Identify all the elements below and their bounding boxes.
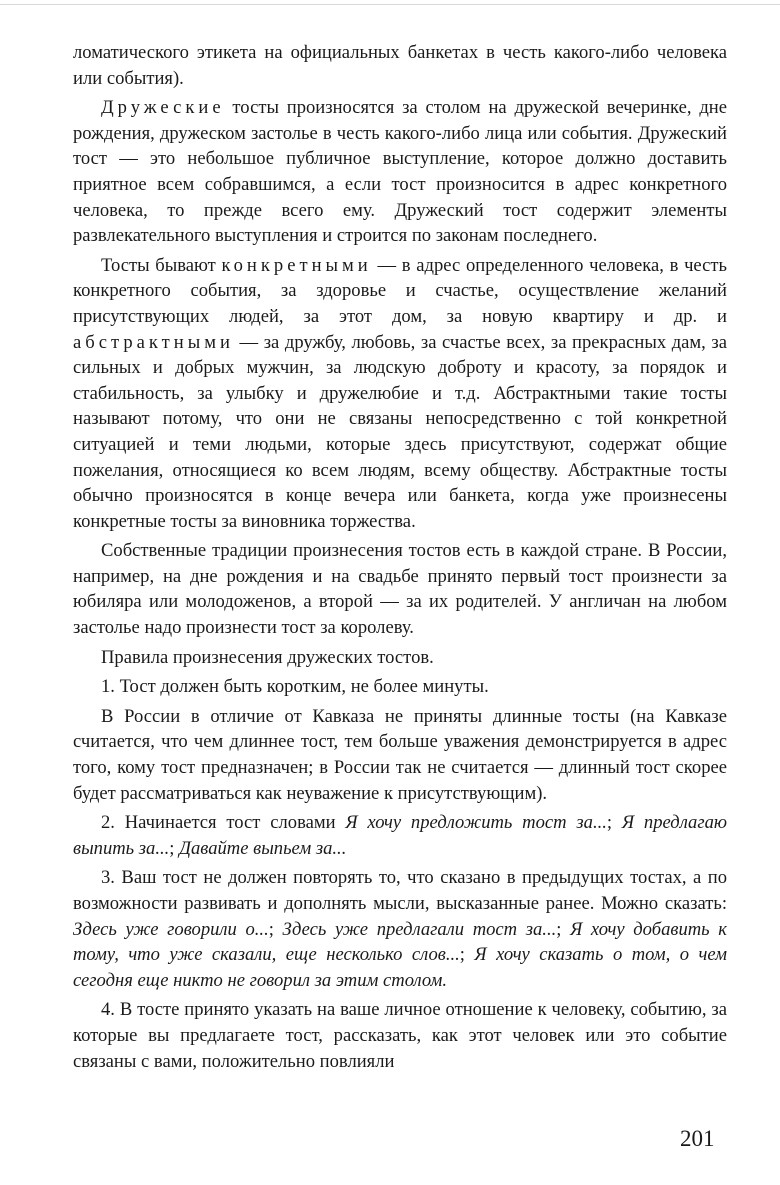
text-run: — за дружбу, любовь, за счастье всех, за прекрасных дам, за сильных и добрых мужчин, за людскую доброту и красоту, за порядок и стабильность, за улыбку и дружелюбие и т.д. Абстрактными такие тосты называют потому, что они не связаны непосредственно с той конкретной ситуацией и теми людьми, которые здесь присутствуют, содержат общие пожелания, относящиеся ко всем людям, всему обществу. Абстрактные тосты обычно произносятся в конце вечера или банкета, когда уже произнесены конкретные тосты за виновника торжества. (73, 331, 727, 532)
text-run: 1. Тост должен быть коротким, не более минуты. (101, 676, 489, 698)
paragraph (73, 704, 727, 806)
spaced-emphasis-term: конкретными (221, 254, 372, 276)
text-run: ; (459, 944, 475, 966)
text-run: В России в отличие от Кавказа не приняты длинные тосты (на Кавказе считается, что чем длиннее тост, тем больше уважения демонстрируется в адрес того, кому тост предназначен; в России так не считается — длинный тост скорее будет рассматриваться как неуважение к присутствующим). (73, 705, 727, 804)
text-run: — в адрес определенного человека, в честь конкретного события, за здоровье и счастье, осуществление желаний присутствующих людей, за этот дом, за новую квартиру и др. и (73, 254, 727, 327)
paragraph (73, 538, 727, 640)
page-number: 201 (680, 1126, 715, 1151)
paragraph (73, 865, 727, 993)
italic-example-phrase: Я хочу сказать о том, о чем сегодня еще никто не говорил за этим столом. (73, 944, 727, 991)
text-run: 2. Начинается тост словами (101, 812, 346, 834)
text-run: ; (556, 918, 571, 940)
paragraph (73, 997, 727, 1074)
text-run: ; (606, 812, 622, 834)
top-edge-line (0, 4, 780, 5)
page-body-text (73, 40, 727, 1078)
spaced-emphasis-term: абстрактными (73, 331, 234, 353)
italic-example-phrase: Я предлагаю выпить за... (73, 812, 727, 859)
italic-example-phrase: Здесь уже предлагали тост за... (282, 918, 557, 940)
paragraph (73, 674, 727, 700)
text-run: Собственные традиции произнесения тостов есть в каждой стране. В России, например, на дне рождения и на свадьбе принято первый тост произнести за юбиляра или молодоженов, а второй — за их родителей. У англичан на любом застолье надо произнести тост за королеву. (73, 540, 727, 639)
italic-example-phrase: Давайте выпьем за... (179, 837, 347, 859)
text-run: тосты произносятся за столом на дружеской вечеринке, дне рождения, дружеском застолье в честь какого-либо лица или события. Дружеский тост — это небольшое публичное выступление, которое должно доставить приятное всем собравшимся, а если тост произносится в адрес конкретного человека, то прежде всего ему. Дружеский тост содержит элементы развлекательного выступления и строится по законам последнего. (73, 97, 727, 247)
italic-example-phrase: Я хочу добавить к тому, что уже сказали, еще несколько слов... (73, 918, 727, 966)
italic-example-phrase: Здесь уже говорили о... (73, 918, 269, 940)
italic-example-phrase: Я хочу предложить тост за... (345, 812, 607, 834)
paragraph (73, 645, 727, 671)
text-run: 4. В тосте принято указать на ваше личное отношение к человеку, событию, за которые вы предлагаете тост, рассказать, как этот человек или это событие связаны с вами, положительно повлияли (73, 999, 727, 1072)
text-run: 3. Ваш тост не должен повторять то, что сказано в предыдущих тостах, а по возможности развивать и дополнять мысли, высказанные ранее. Можно сказать: (73, 867, 727, 914)
paragraph (73, 40, 727, 91)
spaced-emphasis-term: Дружеские (101, 97, 225, 119)
paragraph (73, 810, 727, 861)
text-run: ; (169, 837, 180, 859)
text-run: ломатического этикета на официальных банкетах в честь какого-либо человека или события). (73, 42, 727, 89)
paragraph (73, 95, 727, 249)
paragraph (73, 253, 727, 535)
text-run: Правила произнесения дружеских тостов. (101, 646, 434, 668)
text-run: Тосты бывают (101, 254, 222, 276)
text-run: ; (268, 918, 283, 940)
